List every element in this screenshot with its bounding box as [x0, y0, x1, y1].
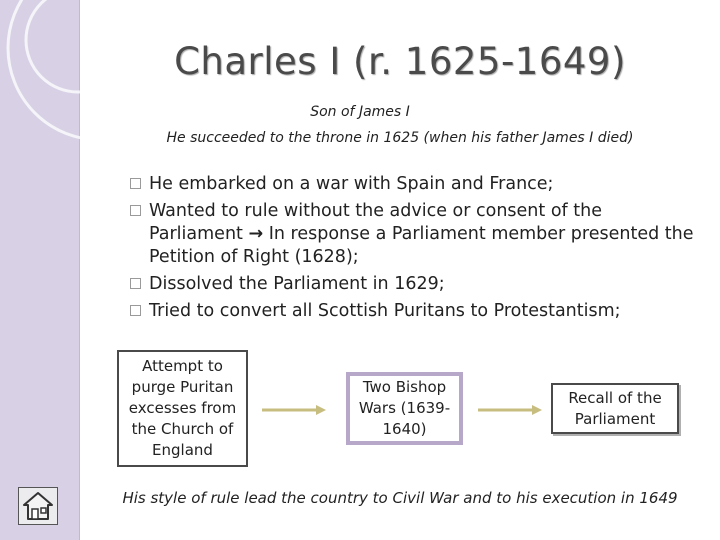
bullet-item [130, 200, 700, 269]
bullet-list [130, 173, 700, 327]
flow-box-label: Two Bishop Wars (1639-1640) [358, 378, 451, 438]
right-arrow-icon: → [248, 224, 264, 244]
bullet-text-part: Wanted to rule without the advice or consent of the Parliament [149, 201, 602, 244]
subtitle-succession: He succeeded to the throne in 1625 (when his father James I died) [166, 130, 634, 146]
bullet-text: He embarked on a war with Spain and France; [149, 174, 554, 194]
checkbox-bullet-icon [130, 178, 141, 189]
slide-footer-note: His style of rule lead the country to Civil War and to his execution in 1649 [122, 489, 678, 507]
slide-title: Charles I (r. 1625-1649) [174, 40, 626, 83]
sidebar-panel [0, 0, 80, 540]
bullet-item [130, 173, 700, 196]
flow-arrow-1 [262, 402, 328, 418]
flow-box-label: Recall of the Parliament [568, 388, 662, 428]
flow-box-purge-puritans [117, 350, 248, 467]
flow-arrow-2 [478, 402, 544, 418]
checkbox-bullet-icon [130, 205, 141, 216]
flow-box-label: Attempt to purge Puritan excesses from the Church of England [128, 357, 237, 459]
subtitle-parentage: Son of James I [310, 104, 410, 120]
flow-box-bishop-wars [346, 372, 463, 445]
home-icon [19, 488, 57, 524]
bullet-item [130, 300, 700, 323]
flow-box-recall-parliament [551, 383, 679, 434]
bullet-text-part: In response a Parliament member presented the Petition of Right (1628); [149, 224, 694, 267]
bullet-text: Dissolved the Parliament in 1629; [149, 274, 445, 294]
checkbox-bullet-icon [130, 278, 141, 289]
checkbox-bullet-icon [130, 305, 141, 316]
bullet-item [130, 273, 700, 296]
sidebar-divider [79, 0, 80, 540]
home-button[interactable] [18, 487, 58, 525]
bullet-text: Tried to convert all Scottish Puritans to Protestantism; [149, 301, 621, 321]
